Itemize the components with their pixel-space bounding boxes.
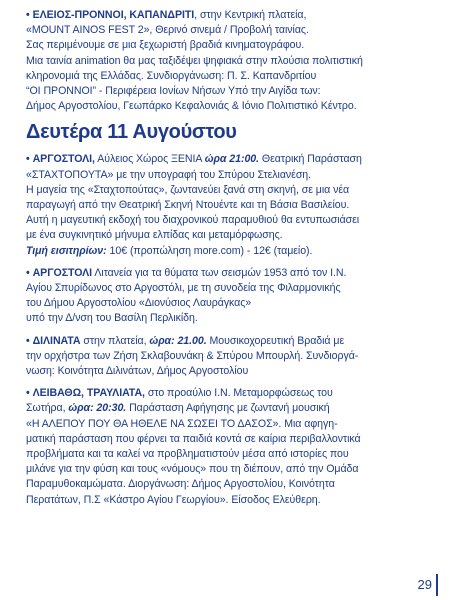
event-entry-argostoli-litany [26,266,426,327]
event-entry-dilinata [26,334,426,380]
entry-line: την ορχήστρα των Ζήση Σκλαβουνάκη & Σπύρου Μπουρλή. Συνδιοργά- [26,349,359,362]
bullet: • [26,387,30,400]
entry-line: Μια ταινία animation θα μας ταξιδέψει ψηφιακά στην πλούσια πολιτιστική [26,54,363,67]
entry-text: στην πλατεία, [80,334,150,347]
event-time: ώρα 21:00. [204,153,260,166]
entry-line: «Η ΑΛΕΠΟΥ ΠΟΥ ΘΑ ΗΘΕΛΕ ΝΑ ΣΩΣΕΙ ΤΟ ΔΑΣΟΣ». Μια αφηγη- [26,417,338,430]
entry-line [26,266,426,281]
bullet: • [26,266,30,279]
ticket-text: 10€ (προπώληση more.com) - 12€ (ταμείο). [106,244,313,257]
entry-line: «MOUNT AINOS FEST 2», Θερινό σινεμά / Προβολή ταινίας. [26,24,309,37]
ticket-label: Τιμή εισιτηρίων: [26,244,107,257]
entry-line: Αγίου Σπυρίδωνος στο Αργοστόλι, με τη συνοδεία της Φιλαρμονικής [26,282,341,295]
entry-text: Παράσταση Αφήγησης με ζωντανή μουσική [126,402,330,415]
event-entry-argostoli-xenia [26,152,426,258]
bullet: • [26,9,30,21]
entry-line: παραγωγή από την Θεατρική Σκηνή Ντουέντε και τη Βάσια Βασιλείου. [26,199,350,212]
event-place: ΛΕΙΒΑΘΩ, ΤΡΑΥΛΙΑΤΑ, [32,387,145,400]
entry-text: , στην Κεντρική πλατεία, [194,9,307,21]
entry-line: νωση: Κοινότητα Διλινάτων, Δήμος Αργοστολίου [26,365,249,378]
entry-line: Η μαγεία της «Σταχτοπούτας», ζωντανεύει ξανά στη σκηνή, σε μια νέα [26,183,350,196]
entry-line: του Δήμου Αργοστολίου «Διονύσιος Λαυράγκας» [26,297,252,310]
entry-line [26,334,426,349]
entry-line: «ΣΤΑΧΤΟΠΟΥΤΑ» με την υπογραφή του Σπύρου Στελιανέση. [26,168,312,181]
entry-text: Μουσικοχορευτική Βραδιά με [206,334,345,347]
event-place: ΔΙΛΙΝΑΤΑ [32,334,81,347]
entry-line [26,8,426,23]
page-content [26,8,426,515]
event-entry-keramies [26,8,426,114]
entry-line [26,401,426,416]
entry-line: Παραμυθοκαμώματα. Διοργάνωση: Δήμος Αργοστολίου, Κοινότητα [26,478,335,491]
entry-line: με ένα συγκινητικό μήνυμα ελπίδας και μεταμόρφωσης. [26,229,283,242]
entry-line: κληρονομιά της Ελλάδας. Συνδιοργάνωση: Π. Σ. Καπανδριτίου [26,69,317,82]
entry-line: υπό την Δ/νση του Βασίλη Περλικίδη. [26,312,198,325]
entry-line: “ΟΙ ΠΡΟΝΝΟΙ” - Περιφέρεια Ιονίων Νήσων Υπό την Αιγίδα των: [26,85,321,98]
event-time: ώρα: 20:30. [68,402,127,415]
entry-text: Λιτανεία για τα θύματα των σεισμών 1953 από τον Ι.Ν. [92,266,347,279]
event-time: ώρα: 21.00. [149,334,207,347]
entry-line: Περατάτων, Π.Σ «Κάστρο Αγίου Γεωργίου». Είσοδος Ελεύθερη. [26,493,321,506]
day-heading: Δευτέρα 11 Αυγούστου [26,121,237,144]
event-place: ΑΡΓΟΣΤΟΛΙ, [32,153,95,166]
entry-text: Θεατρική Παράσταση [259,153,362,166]
entry-line [26,244,426,259]
bullet: • [26,153,30,166]
entry-line: Δήμος Αργοστολίου, Γεωπάρκο Κεφαλονιάς & Ιόνιο Πολιτιστικό Κέντρο. [26,100,357,113]
event-place: ΑΡΓΟΣΤΟΛΙ [32,266,93,279]
event-entry-leivatho [26,386,426,508]
event-place: ΕΛΕΙΟΣ-ΠΡΟΝΝΟΙ, ΚΑΠΑΝΔΡΙΤΙ [32,9,195,21]
entry-text: Σωτήρα, [26,402,69,415]
entry-text: Αύλειος Χώρος ΞΕΝΙΑ [94,153,205,166]
entry-line: ματική παράσταση που φέρνει τα παιδιά κοντά σε καίρια περιβαλλοντικά [26,432,361,445]
entry-line: Σας περιμένουμε σε μια ξεχωριστή βραδιά κινηματογράφου. [26,39,305,52]
entry-line [26,152,426,167]
entry-line: προβλήματα και τα καλεί να προβληματιστούν μέσα από ιστορίες που [26,448,349,461]
entry-line [26,386,426,401]
page-number-rule [436,574,438,596]
entry-text: στο προαύλιο Ι.Ν. Μεταμορφώσεως του [144,387,333,400]
page-number: 29 [417,577,432,592]
entry-line: μιλάνε για την φύση και τους «νόμους» που τη διέπουν, από την Ομάδα [26,463,359,476]
entry-line: Αυτή η μαγευτική εκδοχή του διαχρονικού παραμυθιού θα εντυπωσιάσει [26,214,360,227]
bullet: • [26,334,30,347]
